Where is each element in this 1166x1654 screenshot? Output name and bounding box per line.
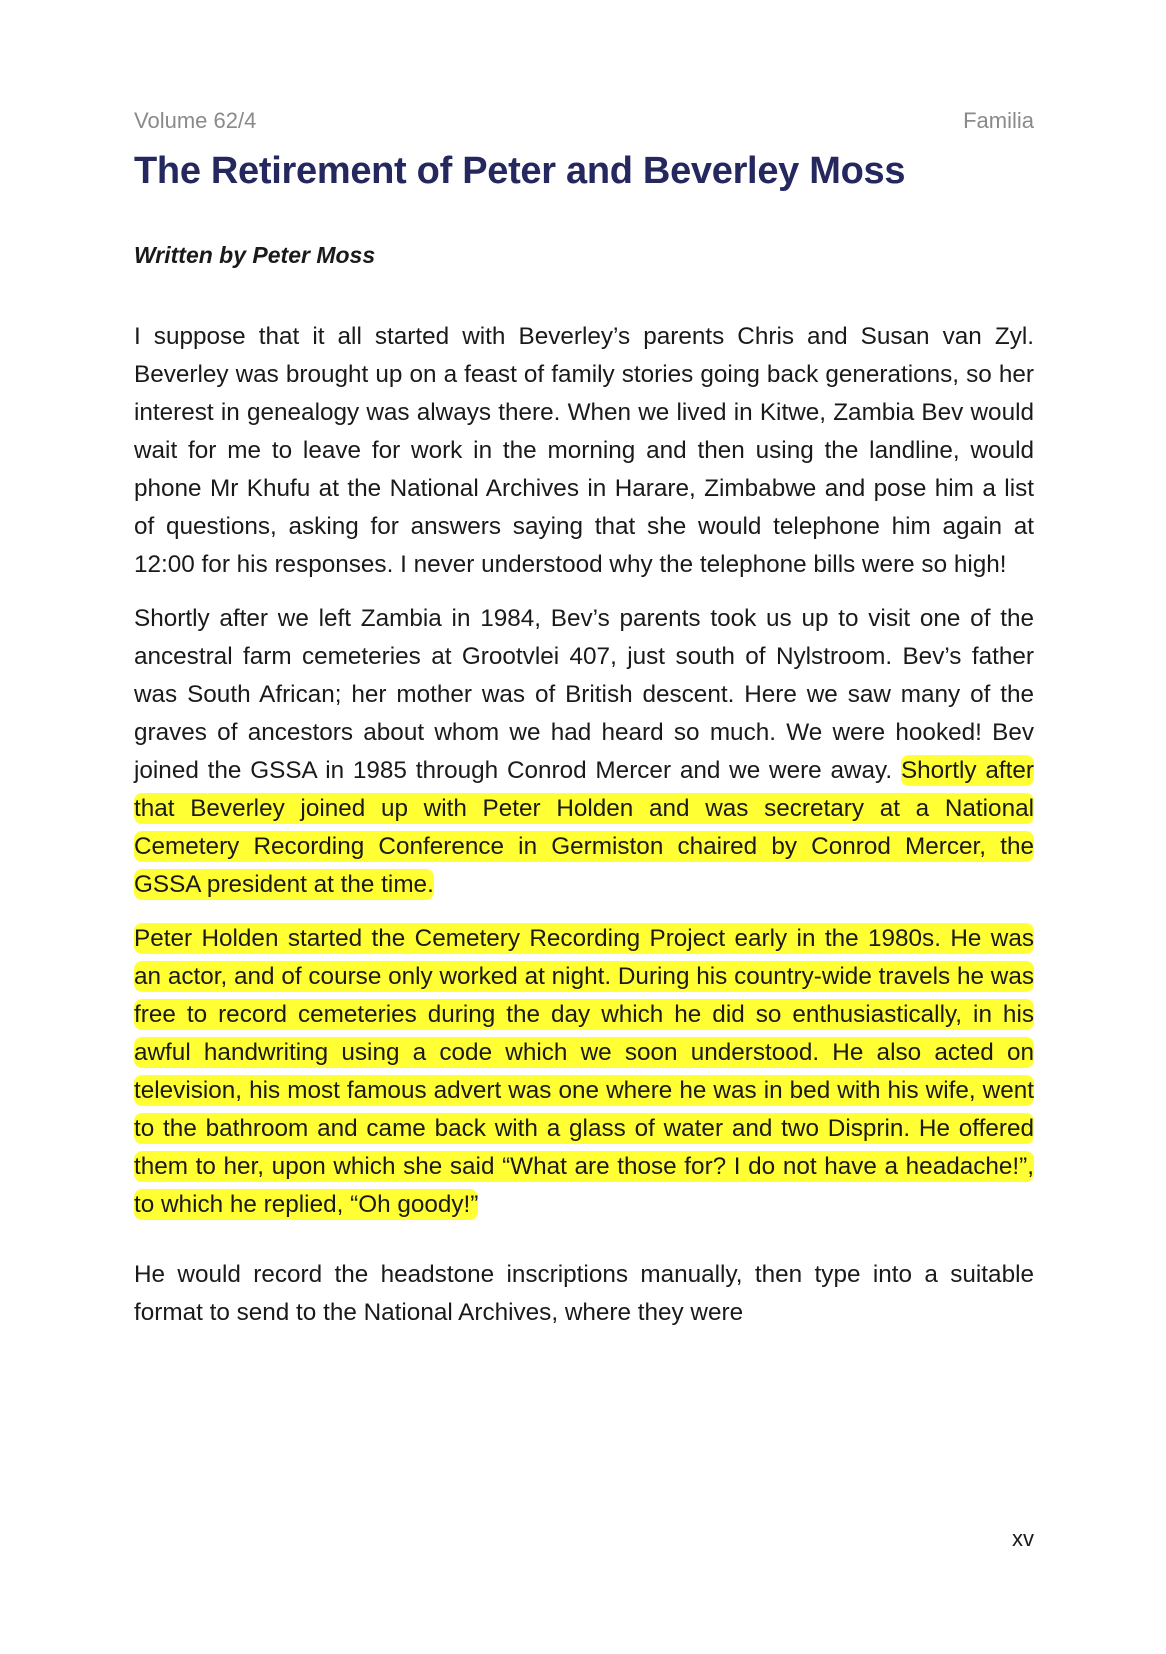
paragraph-text: He would record the headstone inscriptions manually, then type into a suitable format to send to the National Archives, where they were bbox=[134, 1261, 1034, 1326]
journal-name: Familia bbox=[963, 108, 1034, 133]
paragraph-3 bbox=[134, 920, 1034, 1224]
paragraph-2 bbox=[134, 600, 1034, 904]
paragraph-4 bbox=[134, 1256, 1034, 1332]
page-number: xv bbox=[1012, 1526, 1034, 1551]
paragraph-1 bbox=[134, 318, 1034, 584]
paragraph-text: Shortly after we left Zambia in 1984, Bev’s parents took us up to visit one of the ancestral farm cemeteries at Grootvlei 407, just south of Nylstroom. Bev’s father was South African; her mother was of British descent. Here we saw many of the graves of ancestors about whom we had heard so much. We were hooked! Bev joined the GSSA in 1985 through Conrod Mercer and we were away. bbox=[134, 605, 1034, 784]
article-title: The Retirement of Peter and Beverley Moss bbox=[134, 150, 906, 192]
highlighted-text: Peter Holden started the Cemetery Recording Project early in the 1980s. He was an actor, and of course only worked at night. During his country-wide travels he was free to record cemeteries during the day which he did so enthusiastically, in his awful handwriting using a code which we soon understood. He also acted on television, his most famous advert was one where he was in bed with his wife, went to the bathroom and came back with a glass of water and two Disprin. He offered them to her, upon which she said “What are those for? I do not have a headache!”, to which he replied, “Oh goody!” bbox=[134, 925, 1034, 1218]
highlighted-text: Shortly after that Beverley joined up with Peter Holden and was secretary at a National Cemetery Recording Conference in Germiston chaired by Conrod Mercer, the GSSA president at the time. bbox=[134, 757, 1034, 898]
byline: Written by Peter Moss bbox=[134, 242, 376, 268]
article-body bbox=[134, 318, 1034, 1348]
volume-label: Volume 62/4 bbox=[134, 108, 257, 133]
paragraph-text: I suppose that it all started with Beverley’s parents Chris and Susan van Zyl. Beverley was brought up on a feast of family stories going back generations, so her interest in genealogy was always there. When we lived in Kitwe, Zambia Bev would wait for me to leave for work in the morning and then using the landline, would phone Mr Khufu at the National Archives in Harare, Zimbabwe and pose him a list of questions, asking for answers saying that she would telephone him again at 12:00 for his responses. I never understood why the telephone bills were so high! bbox=[134, 323, 1034, 578]
running-header bbox=[134, 108, 1034, 134]
